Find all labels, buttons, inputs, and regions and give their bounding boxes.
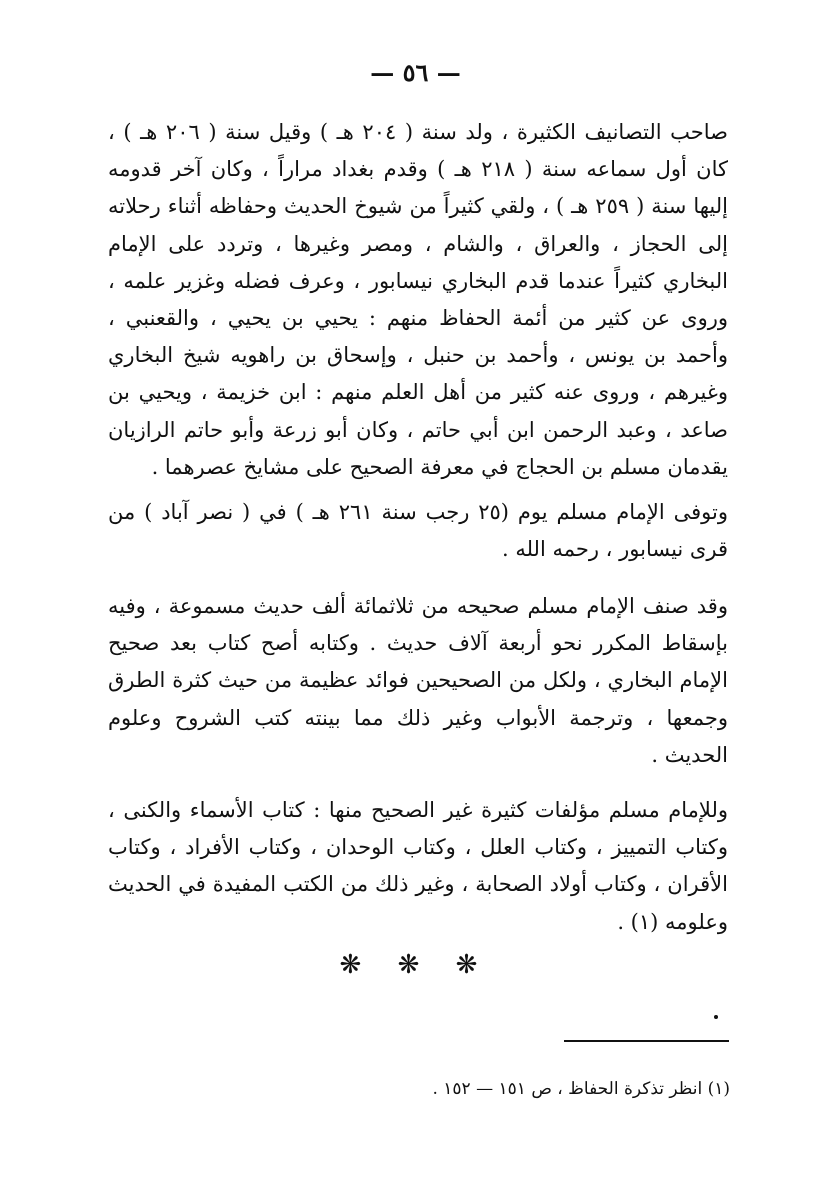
page-number: — ٥٦ — xyxy=(370,58,461,87)
paragraph-biography: صاحب التصانيف الكثيرة ، ولد سنة ( ٢٠٤ هـ ) وقيل سنة ( ٢٠٦ هـ ) ، كان أول سماعه سنة ( ٢١٨ هـ ) وقدم بغداد مراراً ، وكان آخر قدومه إليها سنة ( ٢٥٩ هـ ) ، ولقي كثيراً من شيوخ الحديث وحفاظه أثناء رحلاته إلى الحجاز ، والعراق ، والشام ، ومصر وغيرها ، وتردد على الإمام البخاري كثيراً عندما قدم البخاري نيسابور ، وعرف فضله وغزير علمه ، وروى عن كثير من أئمة الحفاظ منهم : يحيي بن يحيي ، والقعنبي ، وأحمد بن يونس ، وأحمد بن حنبل ، وإسحاق بن راهويه شيخ البخاري وغيرهم ، وروى عنه كثير من أهل العلم منهم : ابن خزيمة ، ويحيي بن صاعد ، وعبد الرحمن ابن أبي حاتم ، وكان أبو زرعة وأبو حاتم الرازيان يقدمان مسلم بن الحجاج في معرفة الصحيح على مشايخ عصرهما . xyxy=(108,120,729,479)
stray-mark xyxy=(714,1015,718,1019)
paragraph-works: وللإمام مسلم مؤلفات كثيرة غير الصحيح منها : كتاب الأسماء والكنى ، وكتاب التمييز ، وكتاب العلل ، وكتاب الوحدان ، وكتاب الأفراد ، وكتاب الأقران ، وكتاب أولاد الصحابة ، وغير ذلك من الكتب المفيدة في الحديث وعلومه (١) . xyxy=(108,798,728,934)
paragraph-sahih: وقد صنف الإمام مسلم صحيحه من ثلاثمائة ألف حديث مسموعة ، وفيه بإسقاط المكرر نحو أربعة آلاف حديث . وكتابه أصح كتاب بعد صحيح الإمام البخاري ، ولكل من الصحيحين فوائد عظيمة من حيث كثرة الطرق وجمعها ، وترجمة الأبواب وغير ذلك مما بينته كتب الشروح وعلوم الحديث . xyxy=(108,594,728,767)
footnote: (١) انظر تذكرة الحفاظ ، ص ١٥١ — ١٥٢ . xyxy=(432,1079,730,1099)
paragraph-death: وتوفى الإمام مسلم يوم (٢٥ رجب سنة ٢٦١ هـ ) في ( نصر آباد ) من قرى نيسابور ، رحمه الله . xyxy=(108,500,728,562)
ornament-star-icon: ❋ xyxy=(455,950,492,980)
section-divider xyxy=(0,950,831,980)
ornament-star-icon: ❋ xyxy=(339,950,376,980)
footnote-separator xyxy=(564,1040,729,1042)
ornament-star-icon: ❋ xyxy=(397,950,434,980)
